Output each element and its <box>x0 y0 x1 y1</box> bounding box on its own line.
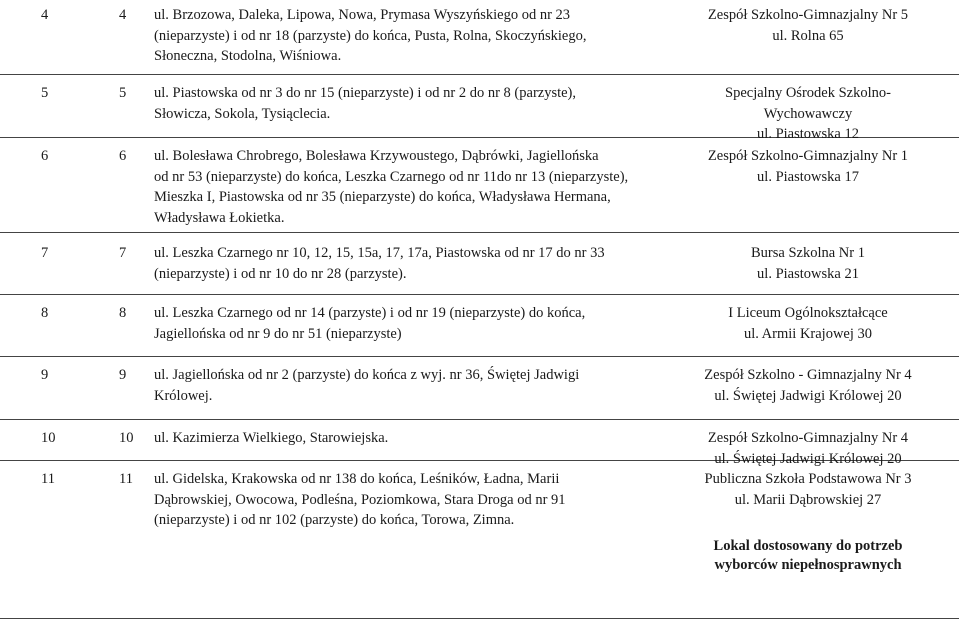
polling-station <box>690 5 926 46</box>
streets-line: (nieparzyste) i od nr 10 do nr 28 (parzyste). <box>154 265 407 282</box>
streets-line: Mieszka I, Piastowska od nr 35 (nieparzyste) do końca, Władysława Hermana, <box>154 189 611 205</box>
row-divider <box>0 618 959 619</box>
district-number: 6 <box>119 148 127 164</box>
polling-station-line: Publiczna Szkoła Podstawowa Nr 3 <box>704 471 912 487</box>
polling-station <box>690 428 926 469</box>
district-streets <box>154 83 674 124</box>
row-number: 6 <box>41 148 49 164</box>
streets-line: ul. Kazimierza Wielkiego, Starowiejska. <box>154 430 389 446</box>
polling-station-line: Zespół Szkolno - Gimnazjalny Nr 4 <box>704 367 912 383</box>
polling-station-line: ul. Armii Krajowej 30 <box>743 325 873 342</box>
district-number: 8 <box>119 305 127 321</box>
polling-station-line: Wychowawczy <box>763 105 853 122</box>
district-streets <box>154 303 674 344</box>
district-number: 10 <box>119 430 134 446</box>
polling-station-line: Bursa Szkolna Nr 1 <box>751 245 865 261</box>
row-divider <box>0 294 959 295</box>
polling-station <box>690 243 926 284</box>
polling-station-line: Zespół Szkolno-Gimnazjalny Nr 5 <box>707 7 909 23</box>
streets-line: Jagiellońska od nr 9 do nr 51 (nieparzyste) <box>154 325 402 342</box>
district-streets <box>154 5 674 67</box>
polling-station-line: ul. Piastowska 21 <box>757 265 859 282</box>
polling-station-line: ul. Piastowska 12 <box>757 126 859 142</box>
polling-station-line: ul. Świętej Jadwigi Królowej 20 <box>714 387 902 404</box>
row-number: 7 <box>41 245 49 261</box>
streets-line: ul. Bolesława Chrobrego, Bolesława Krzywoustego, Dąbrówki, Jagiellońska <box>154 148 599 164</box>
streets-line: od nr 53 (nieparzyste) do końca, Leszka Czarnego od nr 11do nr 13 (nieparzyste), <box>154 168 629 185</box>
district-streets <box>154 146 674 228</box>
district-streets <box>154 469 674 531</box>
polling-station-line: ul. Piastowska 17 <box>757 168 859 185</box>
district-streets <box>154 365 674 406</box>
polling-station-line: Zespół Szkolno-Gimnazjalny Nr 4 <box>707 430 909 446</box>
accessibility-note <box>690 537 926 575</box>
district-streets <box>154 428 674 449</box>
streets-line: ul. Leszka Czarnego od nr 14 (parzyste) i od nr 19 (nieparzyste) do końca, <box>154 305 586 321</box>
streets-line: ul. Jagiellońska od nr 2 (parzyste) do końca z wyj. nr 36, Świętej Jadwigi <box>154 367 580 383</box>
streets-line: ul. Leszka Czarnego nr 10, 12, 15, 15a, 17, 17a, Piastowska od nr 17 do nr 33 <box>154 245 605 261</box>
row-divider <box>0 74 959 75</box>
district-number: 9 <box>119 367 127 383</box>
streets-line: Dąbrowskiej, Owocowa, Podleśna, Poziomkowa, Stara Droga od nr 91 <box>154 491 566 508</box>
polling-station-line: ul. Świętej Jadwigi Królowej 20 <box>714 450 902 467</box>
row-number: 11 <box>41 471 55 487</box>
row-divider <box>0 356 959 357</box>
district-number: 7 <box>119 245 127 261</box>
streets-line: Władysława Łokietka. <box>154 209 285 226</box>
polling-station-line: ul. Rolna 65 <box>772 27 844 44</box>
district-number: 11 <box>119 471 133 487</box>
polling-station-line: ul. Marii Dąbrowskiej 27 <box>734 491 882 508</box>
streets-line: ul. Gidelska, Krakowska od nr 138 do końca, Leśników, Ładna, Marii <box>154 471 560 487</box>
polling-station <box>690 469 926 510</box>
polling-station <box>690 83 926 145</box>
row-divider <box>0 232 959 233</box>
row-number: 4 <box>41 7 49 23</box>
row-number: 9 <box>41 367 49 383</box>
row-number: 5 <box>41 85 49 101</box>
district-streets <box>154 243 674 284</box>
streets-line: ul. Piastowska od nr 3 do nr 15 (nieparzyste) i od nr 2 do nr 8 (parzyste), <box>154 85 577 101</box>
streets-line: Słowicza, Sokola, Tysiąclecia. <box>154 105 331 122</box>
row-number: 10 <box>41 430 56 446</box>
polling-station-line: I Liceum Ogólnokształcące <box>728 305 888 321</box>
polling-station <box>690 365 926 406</box>
polling-station <box>690 146 926 187</box>
streets-line: Słoneczna, Stodolna, Wiśniowa. <box>154 48 342 64</box>
district-number: 4 <box>119 7 127 23</box>
polling-station-line: Specjalny Ośrodek Szkolno- <box>725 85 891 101</box>
streets-line: (nieparzyste) i od nr 102 (parzyste) do końca, Torowa, Zimna. <box>154 512 515 528</box>
polling-station <box>690 303 926 344</box>
streets-line: ul. Brzozowa, Daleka, Lipowa, Nowa, Prymasa Wyszyńskiego od nr 23 <box>154 7 571 23</box>
streets-line: Królowej. <box>154 387 213 404</box>
streets-line: (nieparzyste) i od nr 18 (parzyste) do końca, Pusta, Rolna, Skoczyńskiego, <box>154 27 587 44</box>
row-number: 8 <box>41 305 49 321</box>
accessibility-note-line: Lokal dostosowany do potrzeb <box>713 538 903 554</box>
district-number: 5 <box>119 85 127 101</box>
accessibility-note-line: wyborców niepełnosprawnych <box>714 557 902 573</box>
row-divider <box>0 419 959 420</box>
polling-station-line: Zespół Szkolno-Gimnazjalny Nr 1 <box>707 148 909 164</box>
